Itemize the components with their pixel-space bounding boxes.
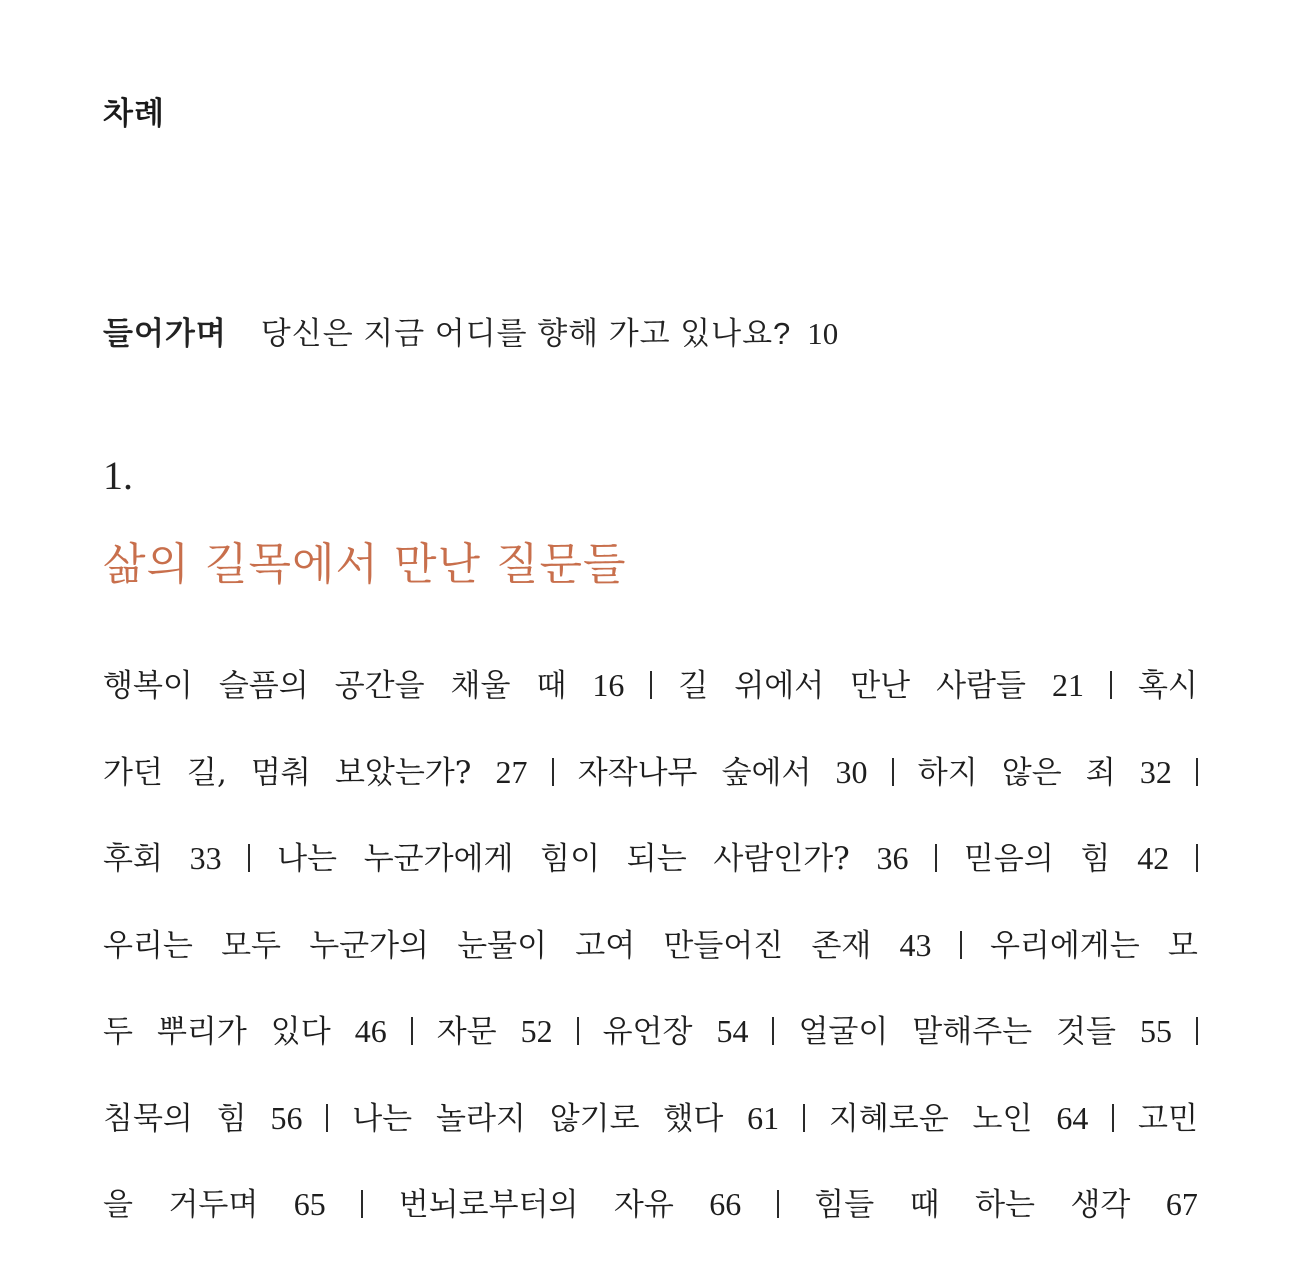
toc-word: 생각	[1070, 1187, 1131, 1223]
toc-word: 자유	[613, 1187, 674, 1223]
toc-word: 지혜로운	[828, 1100, 949, 1137]
toc-word: 나는	[352, 1100, 413, 1137]
toc-word: 숲에서	[721, 754, 812, 791]
separator-bar	[892, 758, 894, 786]
toc-page-number: 36	[876, 840, 909, 876]
toc-word: 을	[103, 1187, 133, 1223]
toc-word: 되는	[626, 841, 687, 877]
separator-bar	[1112, 1104, 1114, 1132]
toc-line	[103, 1179, 1198, 1266]
intro-entry	[103, 308, 838, 353]
separator	[772, 1014, 774, 1050]
toc-page-number: 56	[270, 1099, 303, 1136]
toc-word: 힘들	[814, 1187, 875, 1223]
toc-word: 누군가의	[309, 927, 429, 964]
toc-page-number: 16	[592, 667, 625, 703]
toc-word: 위에서	[734, 668, 825, 704]
separator	[892, 755, 894, 791]
toc-word: 말해주는	[912, 1014, 1033, 1050]
separator-bar	[411, 1017, 413, 1045]
toc-word: 모	[1167, 927, 1198, 964]
separator	[326, 1101, 328, 1137]
toc-word: 번뇌로부터의	[398, 1187, 579, 1223]
separator	[248, 841, 250, 877]
toc-page-number: 61	[747, 1099, 780, 1136]
toc-word: 사람들	[936, 668, 1026, 704]
toc-page-number: 65	[293, 1186, 326, 1222]
toc-list	[103, 660, 1198, 1266]
toc-word: 두	[103, 1014, 133, 1050]
toc-word: 우리에게는	[989, 927, 1140, 964]
separator	[1110, 668, 1112, 704]
toc-word: 길,	[187, 754, 227, 791]
toc-page-number: 67	[1165, 1186, 1198, 1222]
toc-page-number: 30	[835, 753, 868, 790]
toc-page-number: 27	[495, 753, 528, 790]
toc-word: 존재	[811, 927, 872, 964]
toc-page-number: 52	[520, 1013, 553, 1049]
toc-word: 자작나무	[577, 754, 698, 791]
separator	[361, 1187, 363, 1223]
separator-bar	[1196, 758, 1198, 786]
separator	[577, 1014, 579, 1050]
chapter-title: 삶의 길목에서 만난 질문들	[103, 539, 627, 590]
separator-bar	[1196, 844, 1198, 872]
toc-word: 거두며	[168, 1187, 259, 1223]
toc-line	[103, 920, 1198, 1007]
toc-word: 고여	[575, 927, 636, 964]
toc-word: 얼굴이	[798, 1014, 889, 1050]
toc-word: 후회	[103, 841, 163, 877]
separator	[1112, 1101, 1114, 1137]
separator-bar	[1110, 671, 1112, 699]
toc-line	[103, 747, 1198, 834]
toc-word: 했다	[663, 1100, 724, 1137]
separator	[960, 928, 962, 964]
toc-word: 않은	[1001, 754, 1062, 791]
toc-word: 고민	[1138, 1100, 1198, 1137]
toc-word: 보았는가?	[334, 754, 472, 791]
toc-word: 때	[536, 668, 567, 704]
toc-word: 침묵의	[103, 1100, 193, 1137]
toc-word: 하는	[975, 1187, 1035, 1223]
separator-bar	[552, 758, 554, 786]
intro-label: 들어가며	[103, 316, 227, 352]
toc-page-number: 54	[716, 1013, 749, 1049]
separator	[1196, 755, 1198, 791]
separator	[1196, 841, 1198, 877]
toc-word: 힘	[216, 1100, 247, 1137]
toc-word: 행복이	[103, 668, 193, 704]
toc-word: 멈춰	[250, 754, 311, 791]
toc-word: 사람인가?	[713, 841, 850, 877]
toc-word: 것들	[1056, 1014, 1116, 1050]
separator	[1196, 1014, 1198, 1050]
toc-line	[103, 833, 1198, 920]
toc-line	[103, 1006, 1198, 1093]
toc-word: 만들어진	[663, 927, 784, 964]
toc-word: 힘이	[540, 841, 601, 877]
toc-word: 하지	[917, 754, 978, 791]
toc-page-number: 43	[899, 926, 932, 963]
separator-bar	[777, 1190, 779, 1218]
separator-bar	[650, 671, 652, 699]
separator	[411, 1014, 413, 1050]
toc-word: 눈물이	[457, 927, 548, 964]
toc-page-number: 21	[1051, 667, 1084, 703]
toc-word: 힘	[1080, 841, 1111, 877]
intro-title: 당신은 지금 어디를 향해 가고 있나요?	[260, 316, 792, 351]
page-title: 차례	[103, 96, 165, 132]
separator-bar	[803, 1104, 805, 1132]
separator-bar	[1196, 1017, 1198, 1045]
toc-word: 유언장	[602, 1014, 693, 1050]
toc-line	[103, 660, 1198, 747]
toc-page-number: 32	[1139, 753, 1172, 790]
toc-word: 공간을	[334, 668, 425, 704]
separator-bar	[248, 844, 250, 872]
toc-word: 나는	[277, 841, 337, 877]
toc-word: 채울	[450, 668, 511, 704]
separator	[650, 668, 652, 704]
toc-word: 누군가에게	[363, 841, 514, 877]
toc-word: 죄	[1085, 754, 1116, 791]
toc-word: 가던	[103, 754, 163, 791]
separator-bar	[960, 931, 962, 959]
chapter-number: 1.	[103, 453, 133, 498]
separator	[552, 755, 554, 791]
toc-page-number: 64	[1056, 1099, 1089, 1136]
separator	[803, 1101, 805, 1137]
separator-bar	[361, 1190, 363, 1218]
toc-page-number: 42	[1137, 840, 1170, 876]
toc-word: 놀라지	[436, 1100, 526, 1137]
toc-word: 노인	[972, 1100, 1033, 1137]
toc-word: 자문	[436, 1014, 497, 1050]
toc-line	[103, 1093, 1198, 1180]
toc-page-number: 46	[354, 1013, 387, 1049]
separator	[935, 841, 937, 877]
toc-word: 않기로	[549, 1100, 640, 1137]
toc-word: 만난	[850, 668, 911, 704]
toc-word: 때	[909, 1187, 940, 1223]
toc-page-number: 66	[709, 1186, 742, 1222]
toc-word: 우리는	[103, 927, 193, 964]
toc-word: 있다	[270, 1014, 331, 1050]
separator-bar	[577, 1017, 579, 1045]
toc-page-number: 55	[1140, 1013, 1172, 1049]
toc-word: 슬픔의	[218, 668, 309, 704]
toc-word: 혹시	[1137, 668, 1198, 704]
toc-word: 모두	[221, 927, 281, 964]
separator	[777, 1187, 779, 1223]
separator-bar	[935, 844, 937, 872]
separator-bar	[326, 1104, 328, 1132]
toc-word: 믿음의	[963, 841, 1054, 877]
separator-bar	[772, 1017, 774, 1045]
toc-word: 길	[678, 668, 709, 704]
toc-page-number: 33	[189, 840, 222, 876]
toc-word: 뿌리가	[156, 1014, 247, 1050]
intro-page-number: 10	[807, 316, 839, 351]
